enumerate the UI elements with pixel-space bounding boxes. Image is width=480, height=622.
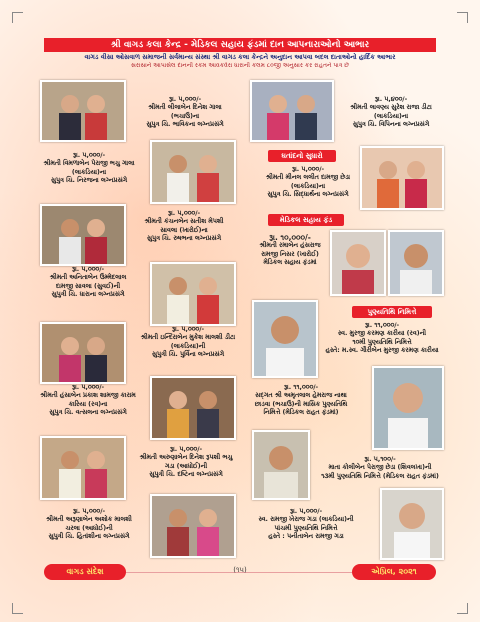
donor-caption: રૂા. ૧૧,૦૦૦/- સ્વ. મુરજી કરમણ કારીયા (રવ)ની ૧૦મી પુણ્યતિથિ નિમિત્તે હસ્તે: મ.સ્વ. ગૌરીબેન મુરજી કરમણ કારીયા: [325, 322, 439, 354]
couple-photo: [40, 436, 126, 500]
donor-caption: રૂા. ૫,૦૦૦/- શ્રીમતી લીલાબેન દિનેશ ગાલા (ભચાઉ)ના સુપુત્ર ચિ. ભાવિકના લગ્નપ્રસંગે: [146, 96, 224, 128]
couple-photo: [150, 262, 236, 326]
portrait-photo: [252, 430, 310, 500]
footer-publication-name: વાગડ સંદેશ: [44, 564, 126, 580]
couple-photo: [40, 80, 126, 142]
section-tag-correction: ઘતાંદનો સુધારો: [268, 150, 336, 162]
section-tag-anniversary: પુણ્યતિથિ નિમિત્તે: [352, 306, 432, 318]
donor-caption: રૂા. ૫,૦૦૦/- શ્રીમતી કંચનબેન સતીશ મેપશી સાવલા (ખારોઈ)ના સુપુત્ર ચિ. રુષભના લગ્નપ્રસંગે: [144, 210, 224, 242]
footer-issue-date: એપ્રિલ, ૨૦૨૧: [352, 564, 436, 580]
portrait-photo: [330, 230, 386, 296]
portrait-photo: [388, 230, 444, 296]
portrait-photo: [380, 488, 444, 560]
donor-caption: રૂા. ૧૦,૦૦૦/- શ્રીમતી રમાબેન હંસરાજ રામજી નિસર (ખારોઈ) મેડિકલ સહાય ફંડમાં: [259, 233, 321, 266]
page-title: શ્રી વાગડ કલા કેન્દ્ર - મેડિકલ સહાય ફંડમાં દાન આપનારાઓનો આભાર: [44, 38, 436, 52]
donor-caption: રૂા. ૫,૦૦૦/- શ્રીમતી અરુણાબેન દિનેશ રૂપશી ભચુ ગડા (આધોઈ)ની સુપુત્રી ચિ. દષ્ટિના લગ્નપ્રસંગે: [139, 446, 233, 478]
page-number: (૧૫): [233, 566, 247, 574]
donor-caption: રૂા. ૫,૪૦૦/- શ્રીમતી લાવણ્ય સુરેશ રાજા ડીટા (લાકડિયા)ના સુપુત્ર ચિ. વિપિનના લગ્નપ્રસંગે: [350, 96, 432, 128]
crop-mark-bottom-left: [12, 603, 23, 614]
donor-caption: રૂા. ૫,૦૦૦/- શ્રીમતી મીનલ લલીત દામજી છેડા (લાકડિયા)ના સુપુત્ર ચિ. સિદ્ધાર્થના લગ્નપ્રસંગે: [265, 166, 351, 198]
couple-photo: [40, 322, 126, 384]
crop-mark-bottom-right: [457, 603, 468, 614]
crop-mark-top-right: [457, 12, 468, 23]
donor-caption: રૂા. ૫,૦૦૦/- શ્રીમતી હંસાબેન પ્રકાશ શામજી કારામ કારિયા (રવ)ના સુપુત્ર ચિ. વત્સલના લગ્નપ્રસંગે: [40, 384, 136, 416]
crop-mark-top-left: [12, 12, 23, 23]
couple-photo: [360, 146, 444, 210]
donor-caption: રૂા. ૧૧,૦૦૦/- સદ્ગત શ્રી અમૃતલાલ હેમરાજ નાથા છાડવા (ભચાઉ)ની માસિક પુણ્યતિથિ નિમિત્તે (મેડિકલ રાહત ફંડમાં): [254, 384, 348, 416]
couple-photo: [40, 204, 126, 266]
section-tag-medical: મેડિકલ સહાય ફંડ: [268, 214, 344, 226]
portrait-photo: [252, 300, 318, 378]
donor-caption: રૂા. ૫,૧૦૦/- માતા કોલીબેન પેરાજી છેડા (શિવલખા)ની ૧૩મી પુણ્યતિથિ નિમિત્તે (મેડિકલ રાહત ફંડમાં): [321, 456, 439, 480]
donor-caption: રૂા. ૫,૦૦૦/- સ્વ. રામજી ખેરાજ ગડા (લાકડિયા)ની પાંચમી પુણ્યતિથિ નિમિત્તે હસ્તે : પનીતાબેન રામજી ગડા: [258, 508, 354, 540]
donor-caption: રૂા. ૫,૦૦૦/- શ્રીમતી અરૂણાબેન અશોક માલશી ચરલા (આધોઈ)ની સુપુત્રી ચિ. હિતાંશીના લગ્નપ્રસંગે: [46, 508, 132, 540]
page-subtitle: વાગડ વીસા ઓસવાળ સમાજની સર્વમાન્ય સંસ્થા શ્રી વાગડ કલા કેન્દ્રને અનુદાન આપવા બદલ દાતાઓનો હાર્દિક આભાર: [84, 53, 396, 61]
couple-photo: [150, 376, 236, 440]
donor-caption: રૂા. ૫,૦૦૦/- શ્રીમતી વિમળાબેન પેરાજી ભચુ ગાલા (લાકડિયા)ના સુપુત્ર ચિ. નિરજના લગ્નપ્રસંગે: [43, 152, 135, 184]
couple-photo: [150, 494, 236, 558]
portrait-photo: [372, 366, 444, 450]
couple-photo: [150, 140, 236, 204]
page-subtitle-tax: સરાસાને આપાસેલ દાનની રકમ આવકવેરા ધારાની કલમ ૮૦જી અનુસાર કર રાહતને પાત્ર છે: [131, 62, 349, 69]
couple-photo: [250, 80, 334, 142]
donor-caption: રૂા. ૫,૦૦૦/- શ્રીમતી ઇન્દિરાબેન મુકેશ માલશી ડીટા (લાકડિયા)ની સુપુત્રી ચિ. પુર્વિના લગ્નપ્રસંગે: [140, 326, 236, 358]
donor-caption: રૂા. ૫,૦૦૦/- શ્રીમતી અનિતાબેન ઉમ્મેદલાલ દામજી સાવલા (સુવઈ)ની સુપુત્રી ચિ. ધારાના લગ્નપ્રસંગે: [49, 266, 127, 298]
